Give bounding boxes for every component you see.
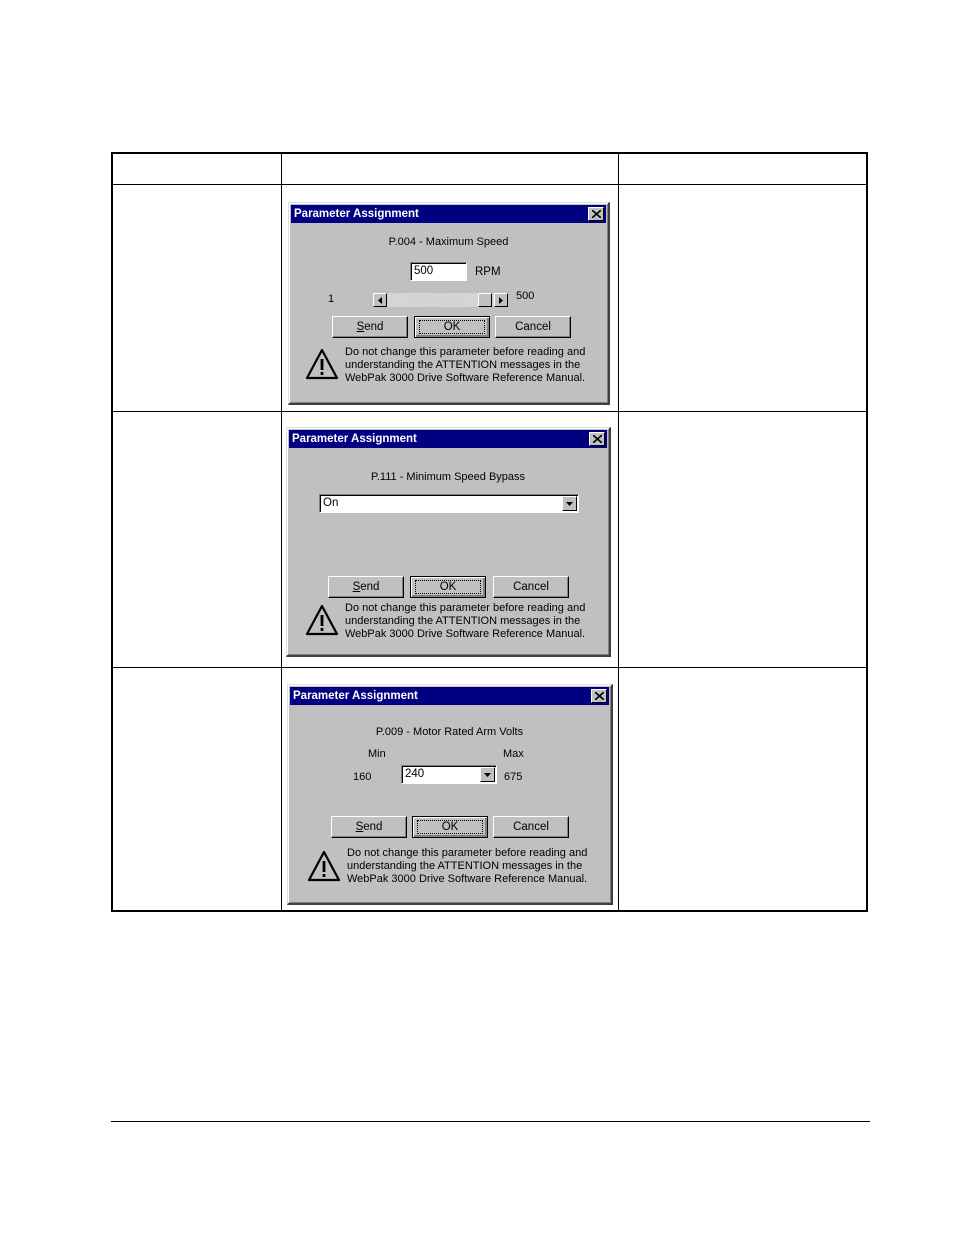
warning-icon [305,604,339,636]
max-label: 500 [516,290,535,302]
max-header: Max [503,748,524,760]
ok-button[interactable] [412,816,488,838]
parameter-name: P.111 - Minimum Speed Bypass [370,471,526,483]
close-button[interactable] [589,432,605,446]
header-row-divider [113,184,866,185]
warning-line: Do not change this parameter before reading and [347,847,588,859]
min-header: Min [368,748,386,760]
unit-label: RPM [475,266,501,278]
dropdown-button[interactable] [480,767,495,782]
warning-message [347,847,587,886]
warning-line: WebPak 3000 Drive Software Reference Manual. [347,873,588,885]
cancel-button[interactable] [493,576,569,598]
parameter-dialog-max-speed [288,202,610,405]
parameter-name: P.009 - Motor Rated Arm Volts [375,726,524,738]
chevron-down-icon [566,502,573,506]
close-icon [593,435,602,443]
dialog-title: Parameter Assignment [293,690,418,702]
ok-label: OK [443,321,461,333]
parameter-dialog-motor-rated-arm-volts [287,684,613,905]
dialog-title: Parameter Assignment [292,433,417,445]
value-select[interactable] [319,494,579,513]
warning-line: understanding the ATTENTION messages in the [345,615,581,627]
warning-icon [307,850,341,882]
footer-rule [111,1121,870,1122]
close-button[interactable] [588,207,604,221]
scroll-left-button[interactable] [373,293,387,307]
close-button[interactable] [591,689,607,703]
dialog-titlebar [291,205,606,223]
dropdown-button[interactable] [562,496,577,511]
warning-line: WebPak 3000 Drive Software Reference Manual. [345,628,586,640]
warning-message [345,602,585,641]
warning-line: Do not change this parameter before reading and [345,346,586,358]
arrow-left-icon [378,297,382,304]
selected-value: 240 [405,768,425,780]
focus-rect [417,820,483,834]
column-divider [618,154,619,910]
row-divider [113,411,866,412]
chevron-down-icon [484,773,491,777]
send-button[interactable] [332,316,408,338]
parameter-dialog-min-speed-bypass [286,427,611,657]
send-label: Send [352,581,380,593]
value-input[interactable]: 500 [410,262,467,281]
scroll-right-button[interactable] [494,293,508,307]
send-label: Send [355,821,383,833]
ok-label: OK [439,581,457,593]
value-slider[interactable] [373,293,508,307]
close-icon [592,210,601,218]
send-label: Send [356,321,384,333]
warning-line: Do not change this parameter before reading and [345,602,586,614]
cancel-label: Cancel [513,581,549,593]
cancel-label: Cancel [515,321,551,333]
ok-label: OK [441,821,459,833]
cancel-button[interactable] [493,816,569,838]
dialog-titlebar [290,687,609,705]
slider-thumb[interactable] [478,293,492,307]
warning-message [345,346,585,385]
min-label: 1 [328,293,335,305]
warning-line: WebPak 3000 Drive Software Reference Manual. [345,372,586,384]
warning-line: understanding the ATTENTION messages in the [347,860,583,872]
arrow-right-icon [499,297,503,304]
ok-button[interactable] [410,576,486,598]
row-divider [113,667,866,668]
focus-rect [419,320,485,334]
dialog-titlebar [289,430,607,448]
dialog-title: Parameter Assignment [294,208,419,220]
min-value: 160 [353,771,372,783]
parameter-name: P.004 - Maximum Speed [388,236,509,248]
focus-rect [415,580,481,594]
value-select[interactable] [401,765,497,784]
cancel-button[interactable] [495,316,571,338]
column-divider [281,154,282,910]
close-icon [595,692,604,700]
warning-line: understanding the ATTENTION messages in the [345,359,581,371]
cancel-label: Cancel [513,821,549,833]
ok-button[interactable] [414,316,490,338]
selected-value: On [323,497,339,509]
max-value: 675 [504,771,523,783]
warning-icon [305,348,339,380]
send-button[interactable] [328,576,404,598]
send-button[interactable] [331,816,407,838]
